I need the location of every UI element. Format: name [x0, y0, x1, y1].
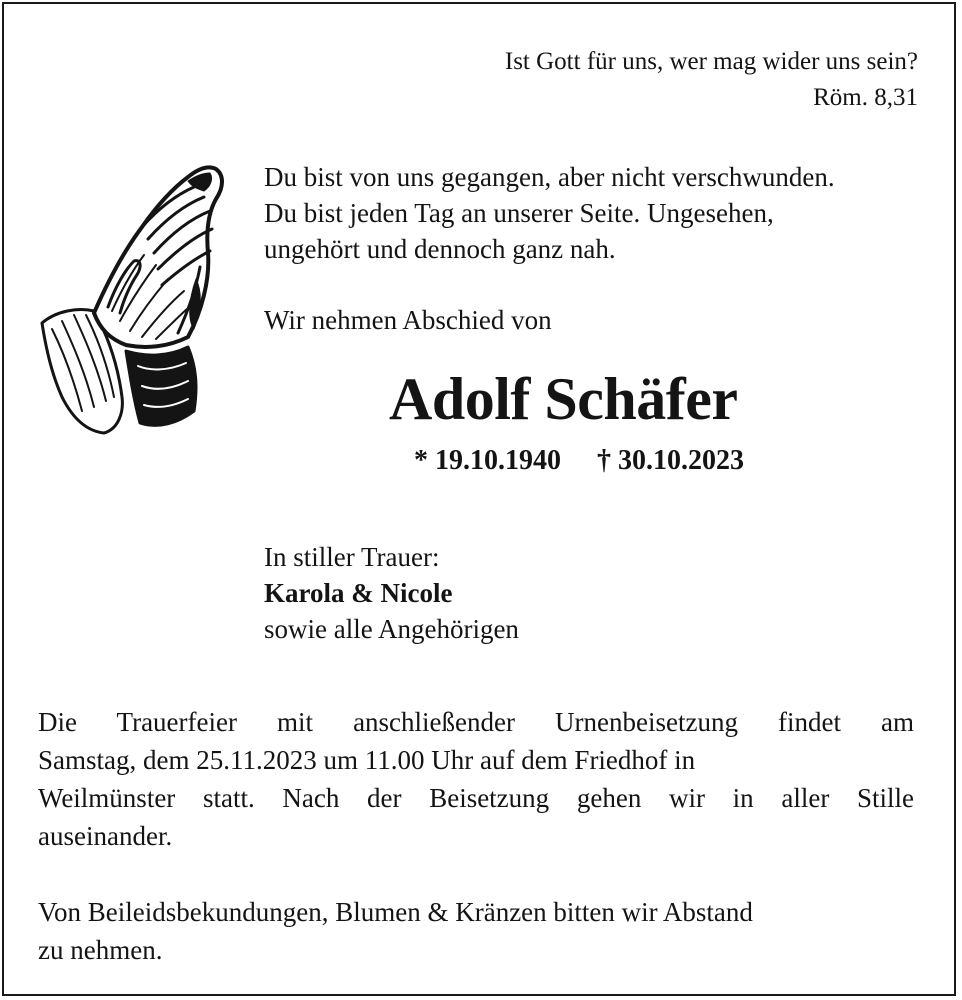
mourners-others: sowie alle Angehörigen	[264, 614, 519, 644]
poem-line: ungehört und dennoch ganz nah.	[264, 234, 616, 264]
farewell-intro: Wir nehmen Abschied von	[264, 305, 552, 335]
praying-hands-icon	[38, 161, 234, 437]
condolence-request	[38, 893, 914, 969]
request-line: Von Beileidsbekundungen, Blumen & Kränzen bitten wir Abstand	[38, 897, 753, 927]
service-line: auseinander.	[38, 821, 173, 851]
poem-line: Du bist von uns gegangen, aber nicht verschwunden.	[264, 162, 835, 192]
life-dates	[414, 441, 744, 481]
bible-verse	[505, 44, 918, 116]
service-line: Die Trauerfeier mit anschließender Urnenbeisetzung findet am	[38, 707, 914, 737]
death-date: † 30.10.2023	[597, 445, 744, 476]
verse-text: Ist Gott für uns, wer mag wider uns sein?	[504, 48, 918, 75]
mourners-heading: In stiller Trauer:	[264, 542, 440, 572]
poem	[264, 159, 835, 267]
birth-date: * 19.10.1940	[414, 445, 561, 476]
service-line: Samstag, dem 25.11.2023 um 11.00 Uhr auf dem Friedhof in	[38, 745, 696, 775]
mourners-names: Karola & Nicole	[264, 578, 453, 608]
verse-reference: Röm. 8,31	[813, 84, 918, 111]
request-line: zu nehmen.	[38, 935, 163, 965]
obituary-notice	[2, 2, 956, 996]
deceased-name: Adolf Schäfer	[389, 366, 738, 432]
poem-line: Du bist jeden Tag an unserer Seite. Ungesehen,	[264, 198, 774, 228]
mourners-block	[264, 539, 519, 647]
service-line: Weilmünster statt. Nach der Beisetzung gehen wir in aller Stille	[38, 783, 914, 813]
funeral-service-info	[38, 703, 914, 855]
